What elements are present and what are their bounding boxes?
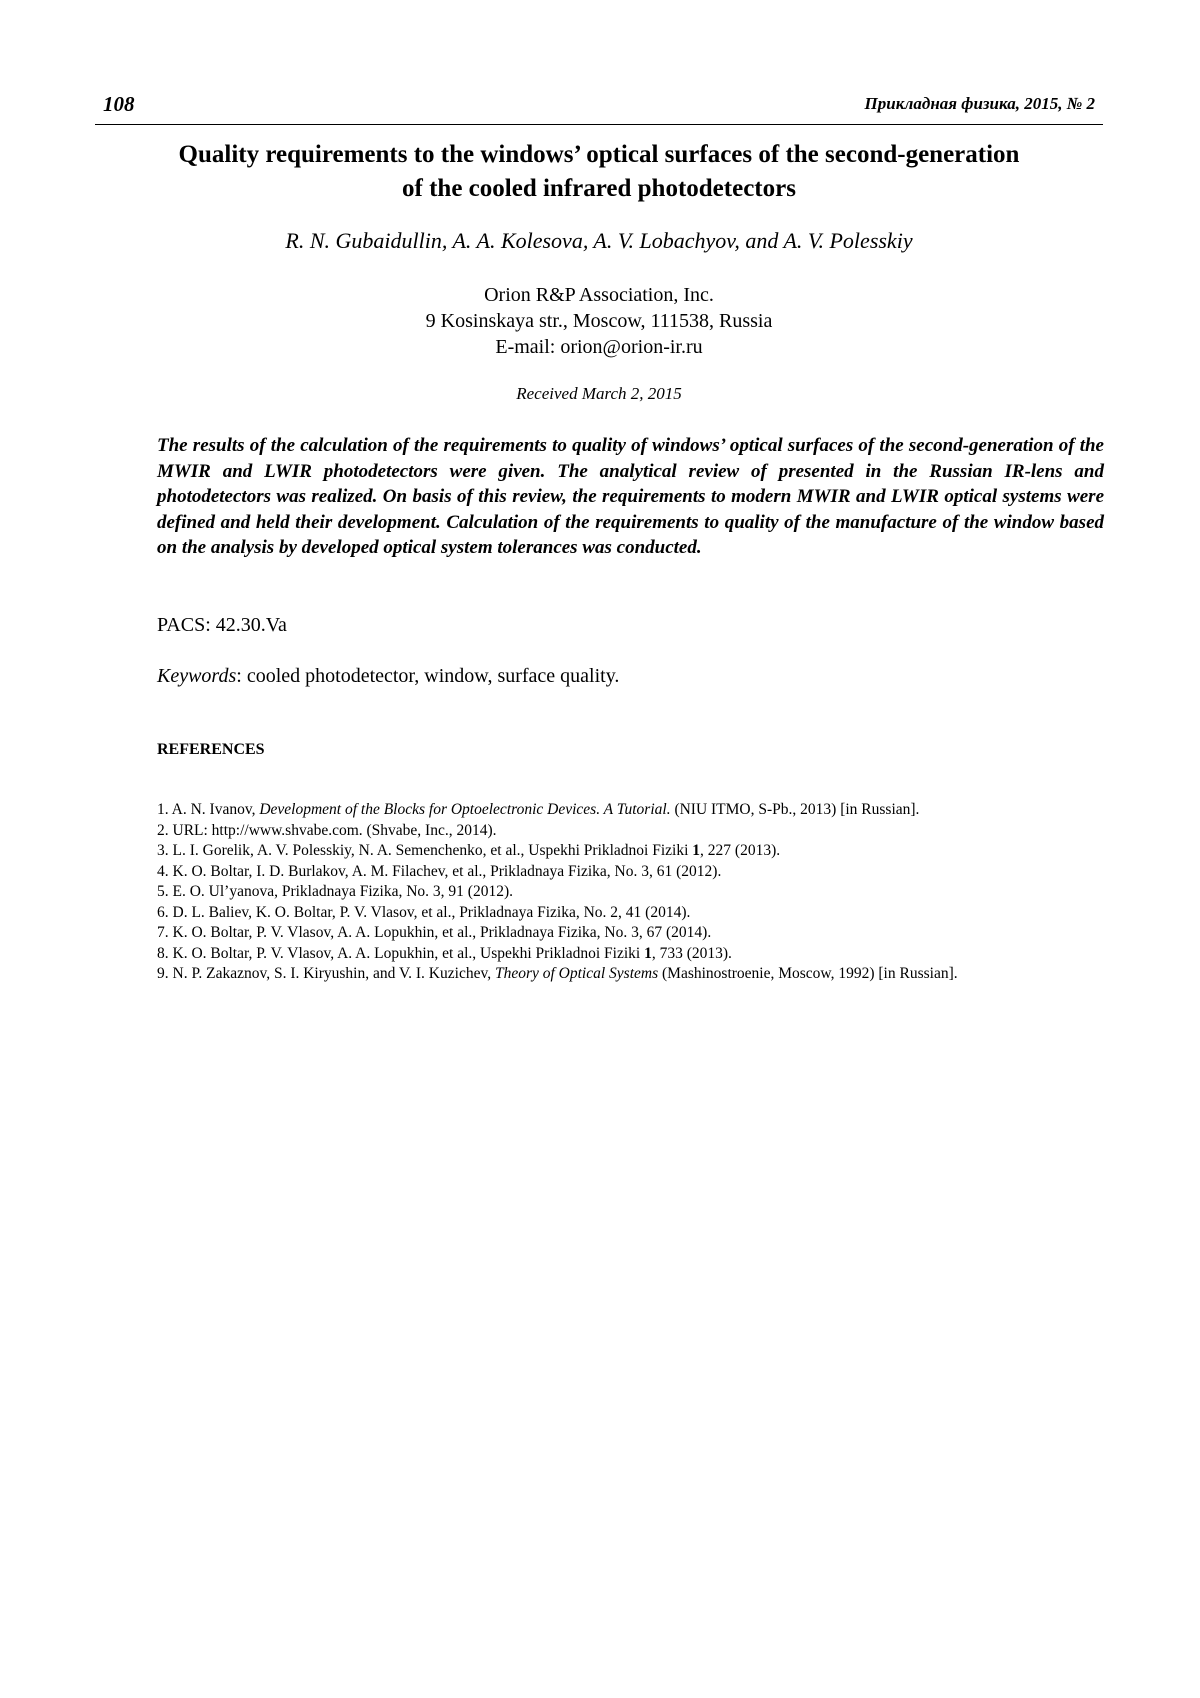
reference-item: 5. E. O. Ul’yanova, Prikladnaya Fizika, No. 3, 91 (2012). [157, 883, 514, 900]
reference-item: 1. A. N. Ivanov, Development of the Blocks for Optoelectronic Devices. A Tutorial. (NIU ITMO, S-Pb., 2013) [in Russian]. [157, 801, 920, 818]
reference-item: 9. N. P. Zakaznov, S. I. Kiryushin, and V. I. Kuzichev, Theory of Optical Systems (Mashinostroenie, Moscow, 1992) [in Russian]. [157, 965, 958, 982]
keywords-text: : cooled photodetector, window, surface quality. [236, 665, 620, 687]
journal-citation: Прикладная физика, 2015, № 2 [864, 94, 1095, 113]
page-number: 108 [103, 92, 135, 116]
affiliation-address: 9 Kosinskaya str., Moscow, 111538, Russia [425, 310, 773, 332]
article-title [95, 138, 1103, 206]
references-heading: REFERENCES [157, 741, 265, 758]
author-list: R. N. Gubaidullin, A. A. Kolesova, A. V. Lobachyov, and A. V. Polesskiy [285, 228, 913, 253]
title-line-2: of the cooled infrared photodetectors [402, 175, 796, 202]
title-line-1: Quality requirements to the windows’ optical surfaces of the second-generation [178, 141, 1020, 168]
abstract: The results of the calculation of the requirements to quality of windows’ optical surfaces of the second-generation of the MWIR and LWIR photodetectors were given. The analytical review of presented in the Russian IR-lens and photodetectors was realized. On basis of this review, the requirements to modern MWIR and LWIR optical systems were defined and held their development. Calculation of the requirements to quality of the manufacture of the window based on the analysis by developed optical system tolerances was conducted. [157, 435, 1104, 558]
reference-list [157, 800, 1117, 985]
reference-item: 7. K. O. Boltar, P. V. Vlasov, A. A. Lopukhin, et al., Prikladnaya Fizika, No. 3, 67 (2014). [157, 924, 712, 941]
keywords [157, 665, 619, 688]
affiliation-email: E-mail: orion@orion-ir.ru [495, 336, 703, 358]
affiliation [95, 282, 1103, 360]
running-header [95, 90, 1103, 125]
pacs-code: PACS: 42.30.Va [157, 614, 287, 636]
affiliation-org: Orion R&P Association, Inc. [484, 284, 714, 306]
reference-item: 4. K. O. Boltar, I. D. Burlakov, A. M. Filachev, et al., Prikladnaya Fizika, No. 3, 61 (2012). [157, 862, 722, 880]
received-date: Received March 2, 2015 [516, 384, 682, 403]
reference-item: 8. K. O. Boltar, P. V. Vlasov, A. A. Lopukhin, et al., Uspekhi Prikladnoi Fiziki 1, 733 (2013). [157, 944, 732, 962]
reference-item: 2. URL: http://www.shvabe.com. (Shvabe, Inc., 2014). [157, 821, 497, 839]
reference-item: 6. D. L. Baliev, K. O. Boltar, P. V. Vlasov, et al., Prikladnaya Fizika, No. 2, 41 (2014). [157, 903, 691, 921]
reference-item: 3. L. I. Gorelik, A. V. Polesskiy, N. A. Semenchenko, et al., Uspekhi Prikladnoi Fiziki 1, 227 (2013). [157, 842, 781, 859]
keywords-label: Keywords [157, 665, 237, 687]
